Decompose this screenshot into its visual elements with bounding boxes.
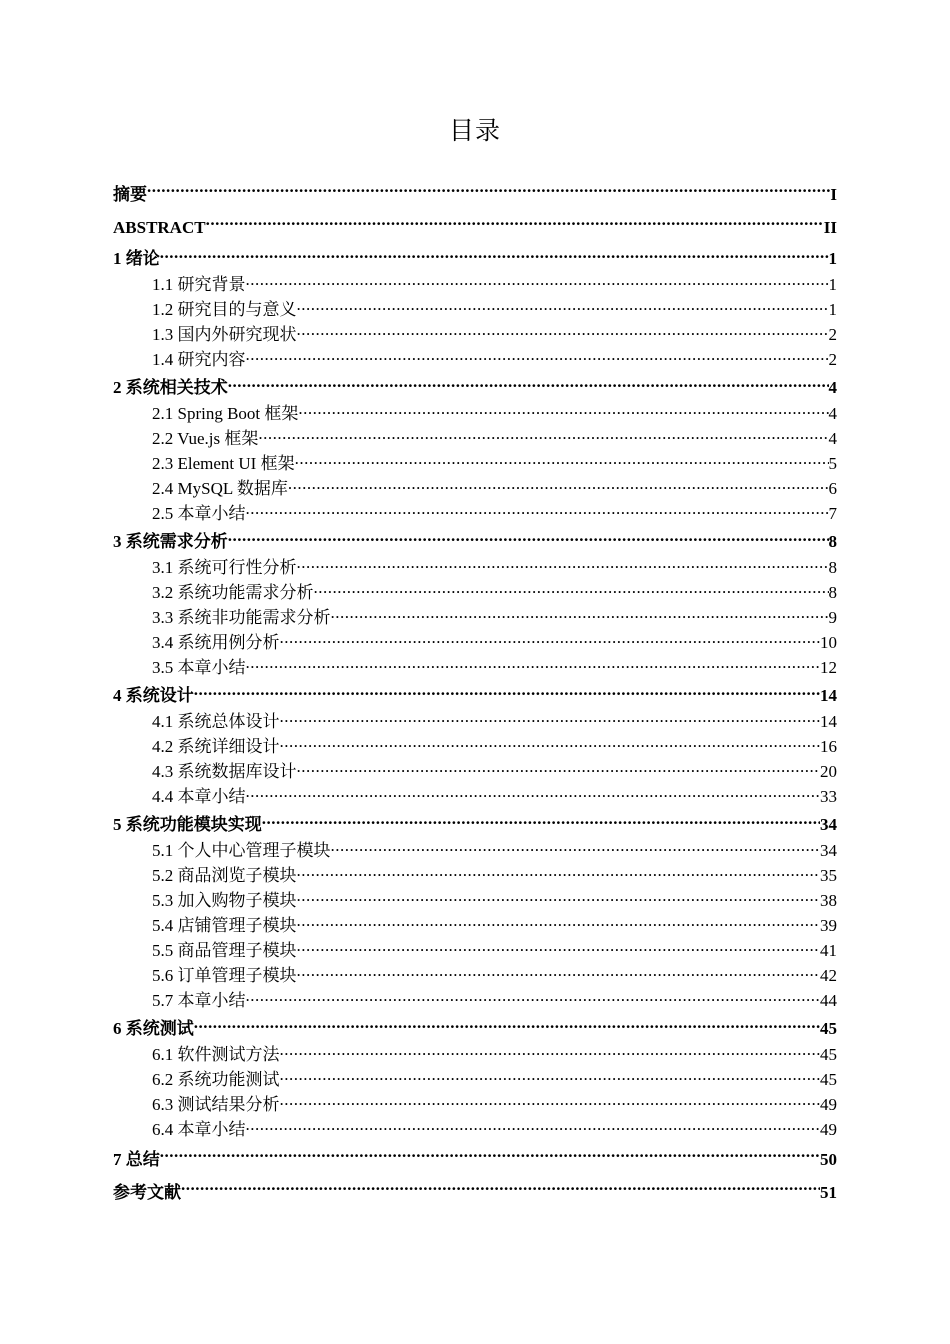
toc-dot-leader (147, 183, 830, 200)
toc-dot-leader (280, 1068, 821, 1085)
toc-page-number: 50 (820, 1150, 837, 1169)
toc-dot-leader (160, 1148, 820, 1165)
toc-section-entry[interactable] (113, 655, 837, 683)
toc-section-entry[interactable] (113, 988, 837, 1016)
toc-page-number: 51 (820, 1183, 837, 1202)
toc-page-number: 8 (828, 583, 837, 602)
toc-entry-label: 2.5 本章小结 (152, 504, 246, 523)
toc-dot-leader (194, 684, 820, 701)
toc-entry-label: 7 总结 (113, 1150, 160, 1169)
toc-page-number: 42 (820, 966, 837, 985)
toc-entry-label: 4 系统设计 (113, 686, 194, 705)
toc-chapter-entry[interactable] (113, 1016, 837, 1042)
toc-page-number: 9 (828, 608, 837, 627)
toc-dot-leader (228, 376, 829, 393)
toc-entry-label: 5.4 店铺管理子模块 (152, 916, 297, 935)
toc-entry-label: 摘要 (113, 185, 147, 204)
toc-page-number: I (830, 185, 837, 204)
toc-section-entry[interactable] (113, 784, 837, 812)
toc-dot-leader (280, 631, 821, 648)
toc-entry-label: 4.2 系统详细设计 (152, 737, 280, 756)
toc-entry-label: 4.4 本章小结 (152, 787, 246, 806)
toc-dot-leader (246, 273, 829, 290)
toc-chapter-entry[interactable] (113, 180, 837, 213)
toc-dot-leader (246, 989, 821, 1006)
toc-section-entry[interactable] (113, 734, 837, 759)
toc-page-number: 14 (820, 712, 837, 731)
toc-dot-leader (280, 1093, 821, 1110)
toc-entry-label: 4.1 系统总体设计 (152, 712, 280, 731)
toc-dot-leader (314, 581, 829, 598)
toc-section-entry[interactable] (113, 1117, 837, 1145)
toc-entry-label: 1.1 研究背景 (152, 275, 246, 294)
toc-dot-leader (280, 735, 821, 752)
toc-dot-leader (246, 348, 829, 365)
toc-chapter-entry[interactable] (113, 246, 837, 272)
toc-page-number: II (823, 218, 837, 237)
toc-entry-label: 6.4 本章小结 (152, 1120, 246, 1139)
toc-entry-label: 3.2 系统功能需求分析 (152, 583, 314, 602)
toc-section-entry[interactable] (113, 963, 837, 988)
toc-dot-leader (297, 556, 829, 573)
toc-section-entry[interactable] (113, 322, 837, 347)
toc-dot-leader (297, 889, 821, 906)
toc-entry-label: 1.4 研究内容 (152, 350, 246, 369)
toc-page-number: 39 (820, 916, 837, 935)
toc-section-entry[interactable] (113, 580, 837, 605)
page-title: 目录 (448, 116, 501, 145)
toc-chapter-entry[interactable] (113, 1145, 837, 1178)
toc-section-entry[interactable] (113, 938, 837, 963)
toc-section-entry[interactable] (113, 426, 837, 451)
toc-dot-leader (297, 864, 821, 881)
toc-dot-leader (160, 247, 829, 264)
toc-entry-label: 3.4 系统用例分析 (152, 633, 280, 652)
toc-entry-label: 5.3 加入购物子模块 (152, 891, 297, 910)
toc-entry-label: 1 绪论 (113, 249, 160, 268)
toc-page-number: 41 (820, 941, 837, 960)
toc-entry-label: 6 系统测试 (113, 1019, 194, 1038)
toc-page-number: 33 (820, 787, 837, 806)
toc-chapter-entry[interactable] (113, 375, 837, 401)
toc-page-number: 1 (828, 275, 837, 294)
toc-dot-leader (331, 839, 821, 856)
toc-section-entry[interactable] (113, 1092, 837, 1117)
toc-entry-label: 2.4 MySQL 数据库 (152, 479, 288, 498)
toc-entry-label: ABSTRACT (113, 218, 206, 237)
toc-page-number: 20 (820, 762, 837, 781)
toc-section-entry[interactable] (113, 1067, 837, 1092)
toc-dot-leader (228, 530, 829, 547)
toc-section-entry[interactable] (113, 401, 837, 426)
toc-dot-leader (246, 656, 821, 673)
toc-page-number: 1 (828, 249, 837, 268)
toc-dot-leader (194, 1017, 820, 1034)
toc-page-number: 5 (828, 454, 837, 473)
toc-entry-label: 4.3 系统数据库设计 (152, 762, 297, 781)
toc-entry-label: 5.7 本章小结 (152, 991, 246, 1010)
toc-entry-label: 3.1 系统可行性分析 (152, 558, 297, 577)
toc-section-entry[interactable] (113, 888, 837, 913)
toc-section-entry[interactable] (113, 605, 837, 630)
toc-page-number: 12 (820, 658, 837, 677)
toc-dot-leader (297, 914, 821, 931)
toc-dot-leader (262, 813, 820, 830)
toc-dot-leader (298, 402, 828, 419)
toc-page-number: 8 (828, 558, 837, 577)
toc-page-number: 45 (820, 1019, 837, 1038)
toc-section-entry[interactable] (113, 913, 837, 938)
toc-chapter-entry[interactable] (113, 683, 837, 709)
toc-page-number: 45 (820, 1070, 837, 1089)
toc-chapter-entry[interactable] (113, 812, 837, 838)
toc-dot-leader (288, 477, 829, 494)
toc-page-number: 44 (820, 991, 837, 1010)
toc-section-entry[interactable] (113, 297, 837, 322)
toc-dot-leader (331, 606, 829, 623)
toc-section-entry[interactable] (113, 272, 837, 297)
toc-dot-leader (280, 710, 821, 727)
toc-dot-leader (297, 760, 821, 777)
toc-dot-leader (258, 427, 828, 444)
toc-section-entry[interactable] (113, 709, 837, 734)
toc-entry-label: 2.3 Element UI 框架 (152, 454, 295, 473)
toc-page-number: 1 (828, 300, 837, 319)
toc-page-number: 10 (820, 633, 837, 652)
toc-entry-label: 1.2 研究目的与意义 (152, 300, 297, 319)
toc-dot-leader (246, 502, 829, 519)
toc-page-number: 8 (828, 532, 837, 551)
toc-page-number: 4 (828, 378, 837, 397)
toc-dot-leader (280, 1043, 821, 1060)
toc-entry-label: 3.5 本章小结 (152, 658, 246, 677)
toc-page-number: 38 (820, 891, 837, 910)
toc-section-entry[interactable] (113, 630, 837, 655)
toc-entry-label: 3 系统需求分析 (113, 532, 228, 551)
toc-entry-label: 5.5 商品管理子模块 (152, 941, 297, 960)
toc-page-number: 6 (828, 479, 837, 498)
toc-page-number: 34 (820, 815, 837, 834)
toc-page-number: 2 (828, 325, 837, 344)
toc-dot-leader (206, 216, 824, 233)
toc-chapter-entry[interactable] (113, 1178, 837, 1211)
toc-section-entry[interactable] (113, 347, 837, 375)
toc-section-entry[interactable] (113, 555, 837, 580)
toc-page-number: 49 (820, 1095, 837, 1114)
toc-page-number: 14 (820, 686, 837, 705)
toc-section-entry[interactable] (113, 476, 837, 501)
toc-entry-label: 5.2 商品浏览子模块 (152, 866, 297, 885)
toc-dot-leader (181, 1181, 820, 1198)
toc-page-number: 49 (820, 1120, 837, 1139)
toc-entry-label: 5 系统功能模块实现 (113, 815, 262, 834)
toc-entry-label: 5.1 个人中心管理子模块 (152, 841, 331, 860)
toc-section-entry[interactable] (113, 838, 837, 863)
toc-chapter-entry[interactable] (113, 529, 837, 555)
toc-dot-leader (297, 939, 821, 956)
toc-section-entry[interactable] (113, 451, 837, 476)
toc-entry-label: 参考文献 (113, 1183, 181, 1202)
toc-page-number: 4 (828, 404, 837, 423)
toc-dot-leader (295, 452, 829, 469)
toc-entry-label: 3.3 系统非功能需求分析 (152, 608, 331, 627)
toc-page-number: 45 (820, 1045, 837, 1064)
toc-dot-leader (297, 298, 829, 315)
toc-section-entry[interactable] (113, 863, 837, 888)
toc-entry-label: 2.2 Vue.js 框架 (152, 429, 259, 448)
toc-entry-label: 1.3 国内外研究现状 (152, 325, 297, 344)
toc-entry-label: 5.6 订单管理子模块 (152, 966, 297, 985)
toc-section-entry[interactable] (113, 501, 837, 529)
toc-entry-label: 2 系统相关技术 (113, 378, 228, 397)
toc-page-number: 7 (828, 504, 837, 523)
toc-dot-leader (246, 785, 821, 802)
toc-dot-leader (297, 964, 821, 981)
toc-section-entry[interactable] (113, 759, 837, 784)
toc-page-number: 35 (820, 866, 837, 885)
toc-page-number: 34 (820, 841, 837, 860)
toc-entry-label: 2.1 Spring Boot 框架 (152, 404, 299, 423)
toc-page-number: 2 (828, 350, 837, 369)
toc-page-number: 4 (828, 429, 837, 448)
toc-chapter-entry[interactable] (113, 213, 837, 246)
toc-entry-label: 6.2 系统功能测试 (152, 1070, 280, 1089)
toc-section-entry[interactable] (113, 1042, 837, 1067)
toc-dot-leader (297, 323, 829, 340)
toc-page-number: 16 (820, 737, 837, 756)
toc-list (113, 180, 837, 1211)
toc-dot-leader (246, 1118, 821, 1135)
toc-entry-label: 6.3 测试结果分析 (152, 1095, 280, 1114)
toc-entry-label: 6.1 软件测试方法 (152, 1045, 280, 1064)
